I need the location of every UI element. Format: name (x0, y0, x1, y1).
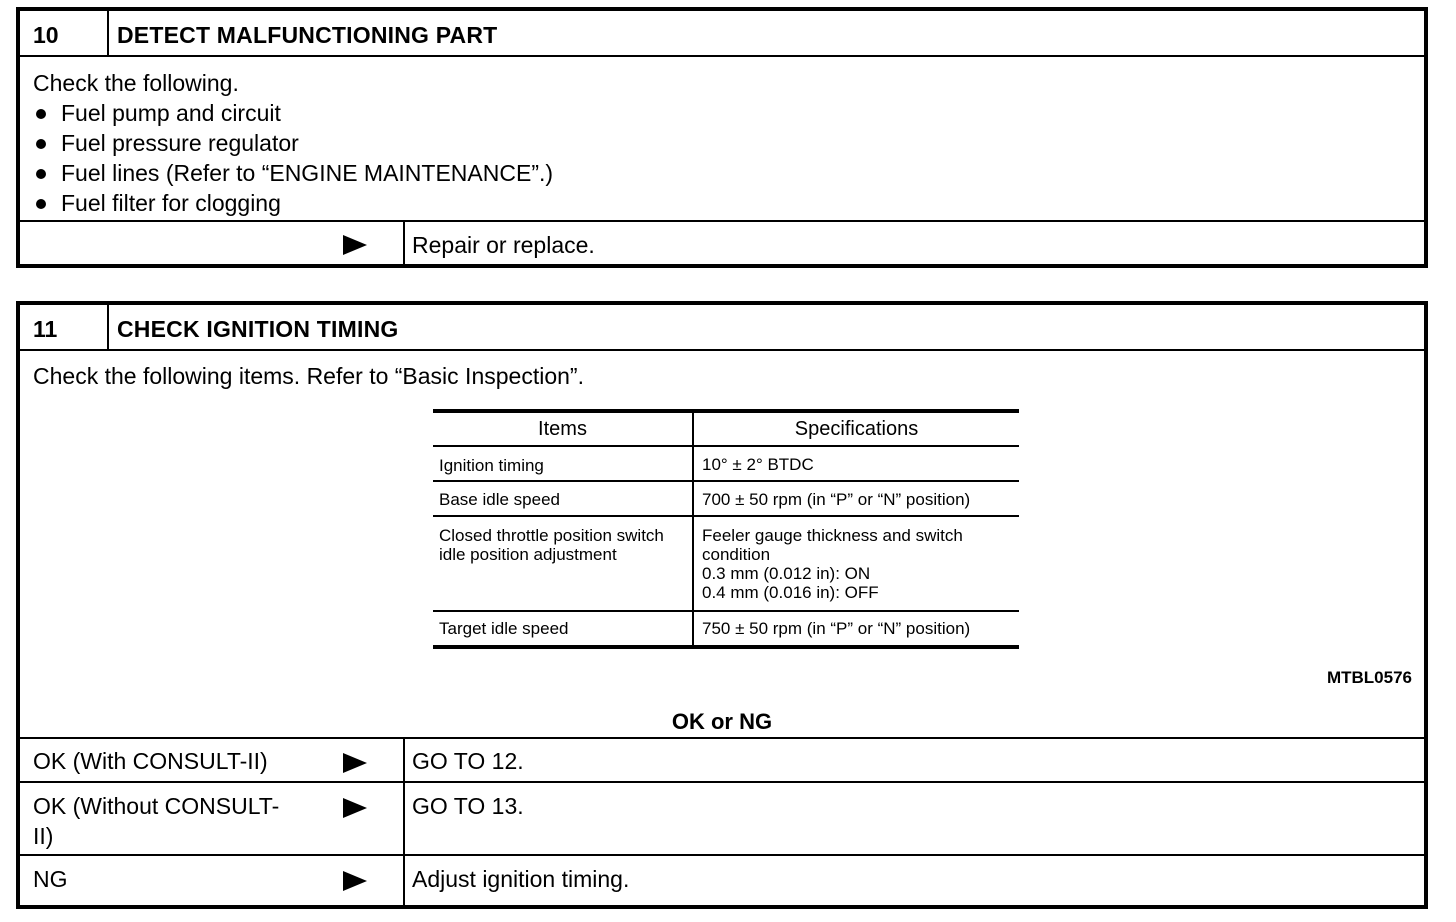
item-cell: Base idle speed (439, 490, 560, 509)
spec-cell: condition (702, 545, 771, 564)
divider (20, 737, 1424, 739)
item-cell: Target idle speed (439, 619, 569, 638)
result-condition: OK (With CONSULT-II) (33, 748, 268, 774)
step-title: CHECK IGNITION TIMING (117, 316, 399, 342)
arrow-right-icon (343, 798, 367, 818)
step-10-box (16, 7, 1428, 268)
step-intro: Check the following. (33, 70, 239, 96)
table-bottom-rule (433, 645, 1019, 649)
row-divider (433, 610, 1019, 612)
table-code: MTBL0576 (1326, 668, 1412, 687)
spec-cell: 700 ± 50 rpm (in “P” or “N” position) (702, 490, 971, 509)
item-cell: Closed throttle position switch (439, 526, 664, 545)
row-divider (433, 480, 1019, 482)
list-item: Fuel pump and circuit (61, 100, 281, 126)
step-number: 10 (20, 11, 109, 55)
step-11-box (16, 301, 1428, 909)
divider (20, 781, 1424, 783)
row-divider (433, 445, 1019, 447)
list-item: Fuel pressure regulator (61, 130, 299, 156)
arrow-right-icon (343, 871, 367, 891)
table-top-rule (433, 409, 1019, 413)
result-condition: II) (33, 823, 54, 849)
row-divider (433, 515, 1019, 517)
step-title: DETECT MALFUNCTIONING PART (117, 22, 498, 48)
result-action: GO TO 12. (412, 748, 524, 774)
result-action: Adjust ignition timing. (412, 866, 630, 892)
list-item: Fuel lines (Refer to “ENGINE MAINTENANCE”.) (61, 160, 554, 186)
result-condition: OK (Without CONSULT- (33, 793, 280, 819)
bullet-icon (36, 109, 46, 119)
column-header-specifications: Specifications (794, 418, 919, 440)
step-number: 11 (20, 305, 109, 349)
item-cell: idle position adjustment (439, 545, 617, 564)
arrow-right-icon (343, 753, 367, 773)
spec-cell: 0.4 mm (0.016 in): OFF (702, 583, 879, 602)
step-10-header (20, 11, 1424, 57)
result-condition: NG (33, 866, 68, 892)
item-cell: Ignition timing (439, 456, 544, 475)
bullet-icon (36, 199, 46, 209)
spec-cell: 10° ± 2° BTDC (702, 455, 814, 474)
ok-ng-heading: OK or NG (671, 709, 773, 734)
list-item: Fuel filter for clogging (61, 190, 281, 216)
result-action: GO TO 13. (412, 793, 524, 819)
divider (403, 739, 405, 905)
step-11-header (20, 305, 1424, 351)
spec-cell: 750 ± 50 rpm (in “P” or “N” position) (702, 619, 971, 638)
bullet-icon (36, 169, 46, 179)
arrow-right-icon (343, 235, 367, 255)
divider (20, 220, 1424, 222)
result-action: Repair or replace. (412, 232, 595, 258)
step-intro: Check the following items. Refer to “Basic Inspection”. (33, 363, 584, 389)
bullet-icon (36, 139, 46, 149)
column-header-items: Items (538, 418, 587, 440)
spec-cell: Feeler gauge thickness and switch (702, 526, 963, 545)
divider (20, 854, 1424, 856)
spec-cell: 0.3 mm (0.012 in): ON (702, 564, 871, 583)
divider (403, 222, 405, 268)
